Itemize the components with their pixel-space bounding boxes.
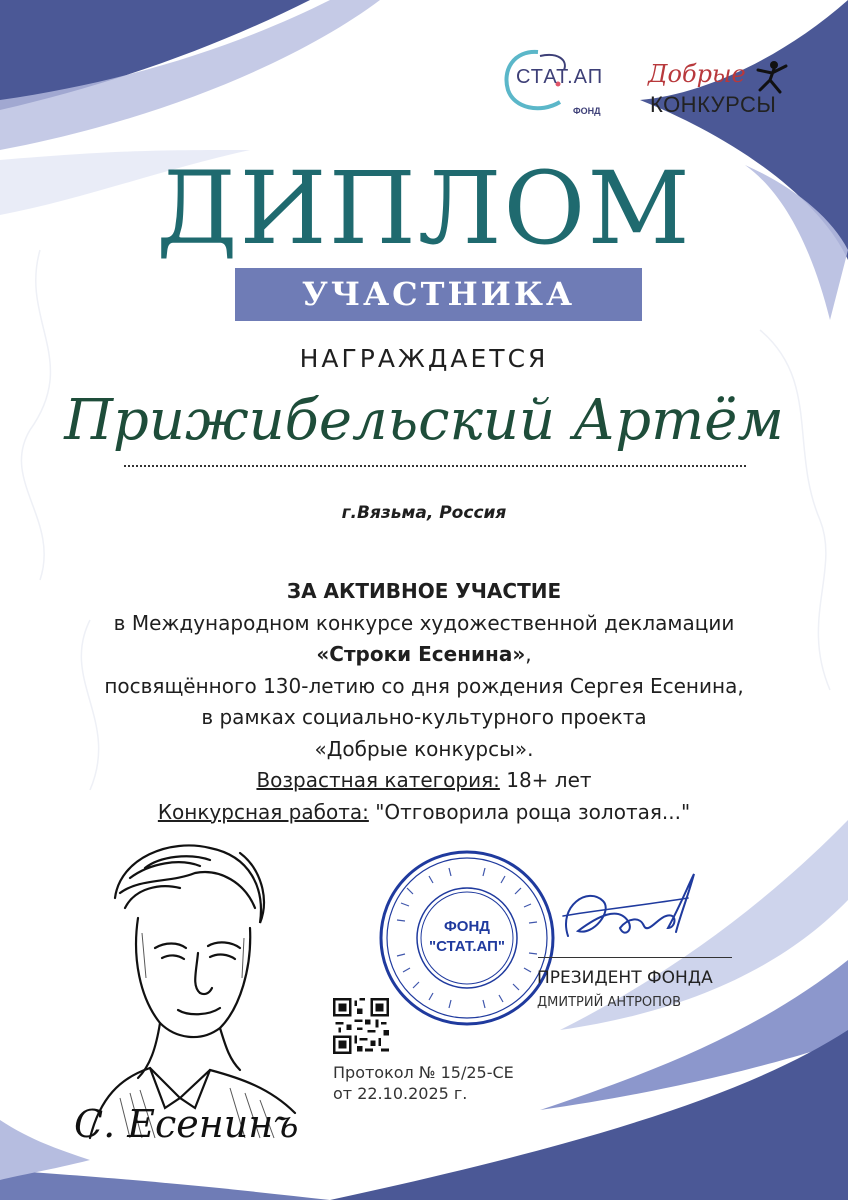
body-heading: ЗА АКТИВНОЕ УЧАСТИЕ (286, 579, 562, 603)
body-line-2 (0, 639, 848, 671)
diploma-body (0, 576, 848, 828)
protocol-number: Протокол № 15/25-СЕ (333, 1063, 514, 1082)
stat-ap-subtitle: ФОНД (573, 106, 601, 116)
body-line-3: посвящённого 130-летию со дня рождения Сергея Есенина, (104, 673, 744, 698)
stamp-center-line-2: "СТАТ.АП" (428, 938, 506, 955)
diploma-title: ДИПЛОМ (156, 150, 692, 267)
president-name: ДМИТРИЙ АНТРОПОВ (537, 995, 682, 1010)
contest-name-suffix: , (525, 642, 532, 666)
president-title: ПРЕЗИДЕНТ ФОНДА (537, 968, 713, 988)
competition-work (0, 797, 848, 829)
protocol-info (333, 1062, 514, 1104)
body-line-4: в рамках социально-культурного проекта (201, 705, 647, 729)
competition-work-value: "Отговорила роща золотая..." (368, 799, 691, 824)
president-signature (548, 866, 698, 956)
contest-name: «Строки Есенина» (316, 642, 526, 666)
dobrye-script: Добрые (648, 60, 746, 88)
stat-ap-logo (498, 46, 618, 122)
signature-line (538, 957, 732, 958)
portrait-signature: С. Есенинъ (74, 1102, 299, 1146)
age-category-label: Возрастная категория: (256, 768, 500, 792)
fund-stamp (377, 848, 557, 1028)
stamp-center-line-1: ФОНД (444, 918, 490, 935)
subtitle-band (235, 268, 642, 321)
body-line-5: «Добрые конкурсы». (314, 736, 534, 761)
protocol-date: от 22.10.2025 г. (333, 1084, 468, 1103)
dobrye-konkursy-logo (640, 60, 800, 130)
recipient-name: Прижибельский Артём (64, 388, 784, 453)
age-category-value: 18+ лет (499, 768, 592, 792)
awarded-label: НАГРАЖДАЕТСЯ (299, 344, 549, 373)
age-category (0, 765, 848, 797)
konkursy-caps: КОНКУРСЫ (650, 92, 777, 117)
recipient-location: г.Вязьма, Россия (341, 503, 507, 523)
dancer-icon (752, 60, 792, 96)
diploma-subtitle: УЧАСТНИКА (301, 275, 576, 313)
body-line-1: в Международном конкурсе художественной декламации (113, 610, 735, 635)
stat-ap-letters: СТАТ.АП (516, 66, 604, 88)
competition-work-label: Конкурсная работа: (157, 799, 369, 824)
name-dotted-line (124, 465, 746, 467)
